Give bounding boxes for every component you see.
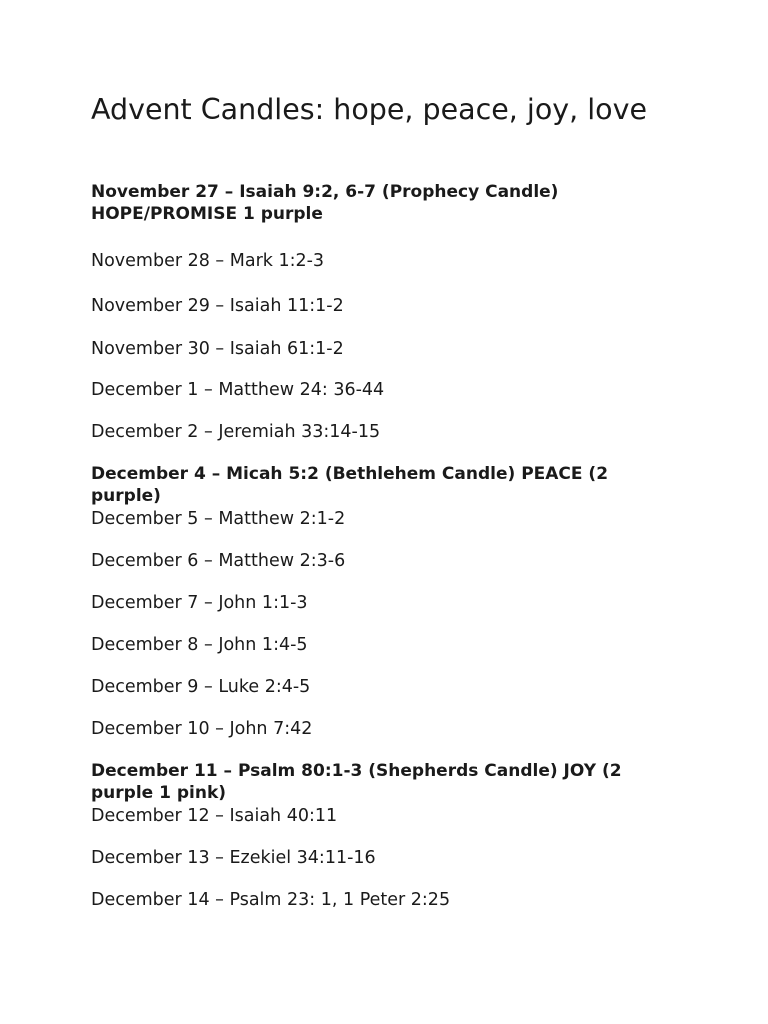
reading-entry: December 5 – Matthew 2:1-2 <box>91 509 346 529</box>
reading-entry: December 2 – Jeremiah 33:14-15 <box>91 422 381 442</box>
document-title: Advent Candles: hope, peace, joy, love <box>91 93 648 126</box>
reading-entry: November 28 – Mark 1:2-3 <box>91 251 325 271</box>
reading-entry-heading: December 4 – Micah 5:2 (Bethlehem Candle) PEACE (2 purple) <box>91 464 609 506</box>
reading-entry: December 10 – John 7:42 <box>91 719 313 739</box>
reading-entry: November 29 – Isaiah 11:1-2 <box>91 296 344 316</box>
reading-entry: December 7 – John 1:1-3 <box>91 593 308 613</box>
reading-entry-heading: November 27 – Isaiah 9:2, 6-7 (Prophecy Candle) HOPE/PROMISE 1 purple <box>91 182 559 224</box>
reading-entry: December 6 – Matthew 2:3-6 <box>91 551 346 571</box>
reading-entry: November 30 – Isaiah 61:1-2 <box>91 339 344 359</box>
reading-entry: December 13 – Ezekiel 34:11-16 <box>91 848 376 868</box>
reading-entry: December 12 – Isaiah 40:11 <box>91 806 338 826</box>
reading-entry: December 8 – John 1:4-5 <box>91 635 308 655</box>
reading-entry: December 1 – Matthew 24: 36-44 <box>91 380 385 400</box>
reading-entry-heading: December 11 – Psalm 80:1-3 (Shepherds Candle) JOY (2 purple 1 pink) <box>91 761 622 803</box>
reading-entry: December 14 – Psalm 23: 1, 1 Peter 2:25 <box>91 890 451 910</box>
reading-entry: December 9 – Luke 2:4-5 <box>91 677 311 697</box>
